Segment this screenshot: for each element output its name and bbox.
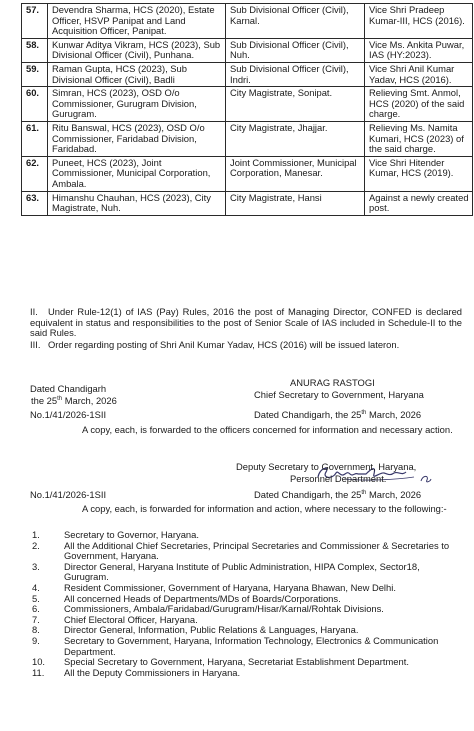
list-item-number: 1. bbox=[32, 529, 40, 540]
list-item-text: Director General, Haryana Institute of Public Administration, HIPA Complex, Sector18, Gurugram. bbox=[64, 560, 420, 583]
dated-date: the 25th March, 2026 bbox=[31, 395, 117, 406]
list-item-text: All concerned Heads of Departments/MDs of Boards/Corporations. bbox=[64, 592, 341, 604]
list-item bbox=[32, 541, 462, 562]
list-item-number: 11. bbox=[32, 666, 45, 678]
officer-cell: Puneet, HCS (2023), Joint Commissioner, Municipal Corporation, Ambala. bbox=[48, 156, 226, 191]
list-item-number: 6. bbox=[32, 603, 40, 615]
table-row bbox=[22, 87, 473, 122]
list-item-text: Secretary to Governor, Haryana. bbox=[64, 529, 199, 540]
posting-cell: City Magistrate, Sonipat. bbox=[226, 87, 365, 122]
table-row bbox=[22, 38, 473, 62]
vice-cell: Relieving Smt. Anmol, HCS (2020) of the said charge. bbox=[365, 87, 473, 122]
recipient-list bbox=[32, 530, 462, 678]
row-number: 63. bbox=[22, 191, 48, 215]
posting-cell: Sub Divisional Officer (Civil), Nuh. bbox=[226, 38, 365, 62]
endorsement-date: Dated Chandigarh, the 25th March, 2026 bbox=[254, 489, 422, 500]
row-number: 58. bbox=[22, 38, 48, 62]
row-number: 60. bbox=[22, 87, 48, 122]
officer-cell: Himanshu Chauhan, HCS (2023), City Magistrate, Nuh. bbox=[48, 191, 226, 215]
list-item-text: Director General, Information, Public Relations & Languages, Haryana. bbox=[64, 624, 359, 636]
initials-mark bbox=[420, 474, 432, 484]
table-row bbox=[22, 121, 473, 156]
table-row bbox=[22, 62, 473, 86]
table-row bbox=[22, 156, 473, 191]
row-number: 57. bbox=[22, 4, 48, 39]
vice-cell: Vice Ms. Ankita Puwar, IAS (HY:2023). bbox=[365, 38, 473, 62]
row-number: 62. bbox=[22, 156, 48, 191]
list-item-number: 9. bbox=[32, 634, 40, 646]
officer-cell: Kunwar Aditya Vikram, HCS (2023), Sub Divisional Officer (Civil), Punhana. bbox=[48, 38, 226, 62]
list-item-text: Special Secretary to Government, Haryana, Secretariat Establishment Department. bbox=[64, 656, 409, 668]
paragraph-iii bbox=[30, 340, 462, 351]
list-item-text: All the Deputy Commissioners in Haryana. bbox=[64, 666, 241, 678]
table-row bbox=[22, 191, 473, 215]
posting-cell: City Magistrate, Hansi bbox=[226, 191, 365, 215]
list-item-number: 5. bbox=[32, 592, 40, 604]
posting-cell: Joint Commissioner, Municipal Corporation, Manesar. bbox=[226, 156, 365, 191]
signatory-name: ANURAG RASTOGI bbox=[290, 377, 375, 388]
list-item-number: 2. bbox=[32, 539, 40, 551]
vice-cell: Relieving Ms. Namita Kumari, HCS (2023) of the said charge. bbox=[365, 121, 473, 156]
deputy-department: Personnel Department. bbox=[290, 473, 387, 484]
officer-cell: Simran, HCS (2023), OSD O/o Commissioner, Gurugram Division, Gurugram. bbox=[48, 87, 226, 122]
list-item bbox=[32, 636, 462, 657]
list-item-number: 4. bbox=[32, 581, 40, 593]
list-item-number: 7. bbox=[32, 613, 40, 625]
endorsement-text: A copy, each, is forwarded to the officers concerned for information and necessary action. bbox=[82, 424, 453, 435]
vice-cell: Vice Shri Hitender Kumar, HCS (2019). bbox=[365, 156, 473, 191]
list-item-text: Secretary to Government, Haryana, Information Technology, Electronics & Communication Department. bbox=[64, 634, 439, 657]
endorsement-text: A copy, each, is forwarded for information and action, where necessary to the following:- bbox=[82, 503, 447, 514]
vice-cell: Vice Shri Anil Kumar Yadav, HCS (2016). bbox=[365, 62, 473, 86]
postings-table-body bbox=[22, 4, 473, 216]
posting-cell: City Magistrate, Jhajjar. bbox=[226, 121, 365, 156]
list-item-text: All the Additional Chief Secretaries, Principal Secretaries and Commissioner & Secretaries to Government, Haryana. bbox=[64, 539, 450, 562]
endorsement-date: Dated Chandigarh, the 25th March, 2026 bbox=[254, 409, 422, 420]
posting-cell: Sub Divisional Officer (Civil), Indri. bbox=[226, 62, 365, 86]
deputy-designation: Deputy Secretary to Government, Haryana, bbox=[236, 461, 417, 472]
dated-place: Dated Chandigarh bbox=[30, 383, 107, 394]
endorsement-number: No.1/41/2026-1SII bbox=[30, 409, 107, 420]
officer-cell: Raman Gupta, HCS (2023), Sub Divisional Officer (Civil), Badli bbox=[48, 62, 226, 86]
list-item bbox=[32, 668, 462, 679]
paragraph-text: Order regarding posting of Shri Anil Kumar Yadav, HCS (2016) will be issued lateron. bbox=[48, 339, 400, 350]
vice-cell: Against a newly created post. bbox=[365, 191, 473, 215]
list-item bbox=[32, 562, 462, 583]
list-item-text: Commissioners, Ambala/Faridabad/Gurugram/Hisar/Karnal/Rohtak Divisions. bbox=[64, 603, 384, 615]
officer-cell: Devendra Sharma, HCS (2020), Estate Officer, HSVP Panipat and Land Acquisition Officer, Panipat. bbox=[48, 4, 226, 39]
list-item-number: 8. bbox=[32, 624, 40, 636]
list-item-text: Resident Commissioner, Government of Haryana, Haryana Bhawan, New Delhi. bbox=[64, 581, 396, 593]
list-item-number: 3. bbox=[32, 560, 40, 572]
paragraph-label: II. bbox=[30, 306, 38, 317]
paragraph-ii bbox=[30, 307, 462, 339]
posting-cell: Sub Divisional Officer (Civil), Karnal. bbox=[226, 4, 365, 39]
list-item-number: 10. bbox=[32, 656, 46, 668]
list-item-text: Chief Electoral Officer, Haryana. bbox=[64, 613, 198, 625]
postings-table bbox=[21, 3, 473, 216]
paragraph-text: Under Rule-12(1) of IAS (Pay) Rules, 2016 the post of Managing Director, CONFED is declared equivalent in status and responsibilities to the post of Senior Scale of IAS included in Schedule-II to the said Rules. bbox=[30, 306, 462, 339]
row-number: 61. bbox=[22, 121, 48, 156]
signatory-designation: Chief Secretary to Government, Haryana bbox=[254, 389, 424, 400]
endorsement-number: No.1/41/2026-1SII bbox=[30, 489, 107, 500]
officer-cell: Ritu Banswal, HCS (2023), OSD O/o Commissioner, Faridabad Division, Faridabad. bbox=[48, 121, 226, 156]
paragraph-label: III. bbox=[30, 339, 41, 350]
table-row bbox=[22, 4, 473, 39]
row-number: 59. bbox=[22, 62, 48, 86]
vice-cell: Vice Shri Pradeep Kumar-III, HCS (2016). bbox=[365, 4, 473, 39]
